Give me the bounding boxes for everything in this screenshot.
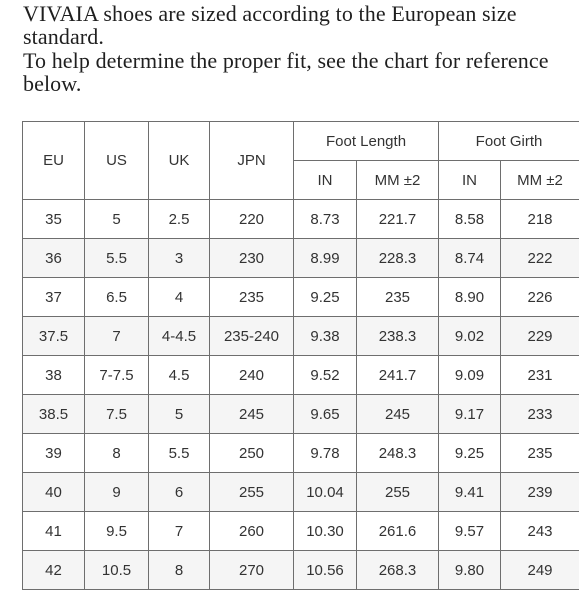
cell-eu: 39 [23,434,85,473]
cell-girth-mm: 226 [501,278,579,317]
cell-us: 7-7.5 [85,356,149,395]
cell-length-mm: 238.3 [357,317,439,356]
table-row [23,239,579,278]
header-length-in: IN [294,161,357,200]
cell-girth-in: 8.58 [439,200,501,239]
cell-girth-in: 9.17 [439,395,501,434]
header-foot-girth: Foot Girth [439,122,579,161]
cell-length-mm: 235 [357,278,439,317]
header-uk: UK [149,122,210,200]
cell-eu: 41 [23,512,85,551]
cell-eu: 37 [23,278,85,317]
cell-uk: 5.5 [149,434,210,473]
cell-girth-mm: 231 [501,356,579,395]
cell-girth-mm: 239 [501,473,579,512]
cell-length-in: 8.73 [294,200,357,239]
header-girth-in: IN [439,161,501,200]
cell-girth-mm: 218 [501,200,579,239]
cell-length-in: 9.52 [294,356,357,395]
cell-jpn: 255 [210,473,294,512]
cell-girth-mm: 249 [501,551,579,590]
cell-jpn: 260 [210,512,294,551]
cell-eu: 38 [23,356,85,395]
cell-length-mm: 245 [357,395,439,434]
intro-line-sizing: VIVAIA shoes are sized according to the European size standard. [23,2,573,48]
table-row [23,395,579,434]
cell-length-in: 9.65 [294,395,357,434]
cell-uk: 6 [149,473,210,512]
cell-us: 9 [85,473,149,512]
cell-eu: 38.5 [23,395,85,434]
cell-girth-mm: 233 [501,395,579,434]
cell-us: 5.5 [85,239,149,278]
cell-jpn: 270 [210,551,294,590]
cell-us: 6.5 [85,278,149,317]
cell-jpn: 235 [210,278,294,317]
table-row [23,356,579,395]
table-row [23,551,579,590]
cell-length-mm: 248.3 [357,434,439,473]
cell-girth-in: 8.90 [439,278,501,317]
cell-jpn: 250 [210,434,294,473]
size-chart-table [22,121,579,590]
cell-eu: 37.5 [23,317,85,356]
cell-us: 10.5 [85,551,149,590]
header-girth-mm: MM ±2 [501,161,579,200]
cell-girth-mm: 222 [501,239,579,278]
cell-jpn: 230 [210,239,294,278]
cell-uk: 5 [149,395,210,434]
cell-length-in: 9.25 [294,278,357,317]
table-header [23,122,579,200]
header-length-mm: MM ±2 [357,161,439,200]
cell-length-mm: 228.3 [357,239,439,278]
table-row [23,434,579,473]
cell-girth-in: 9.25 [439,434,501,473]
cell-length-in: 10.30 [294,512,357,551]
cell-length-in: 10.04 [294,473,357,512]
cell-uk: 3 [149,239,210,278]
header-eu: EU [23,122,85,200]
table-row [23,278,579,317]
cell-us: 7.5 [85,395,149,434]
cell-length-mm: 255 [357,473,439,512]
cell-length-mm: 241.7 [357,356,439,395]
cell-length-mm: 221.7 [357,200,439,239]
cell-girth-in: 9.57 [439,512,501,551]
cell-us: 8 [85,434,149,473]
cell-girth-mm: 229 [501,317,579,356]
cell-girth-in: 9.80 [439,551,501,590]
cell-uk: 2.5 [149,200,210,239]
cell-girth-in: 9.41 [439,473,501,512]
cell-uk: 8 [149,551,210,590]
intro-text [23,2,573,96]
header-jpn: JPN [210,122,294,200]
header-foot-length: Foot Length [294,122,439,161]
table-body [23,200,579,590]
cell-girth-in: 8.74 [439,239,501,278]
cell-girth-in: 9.02 [439,317,501,356]
cell-eu: 36 [23,239,85,278]
cell-length-mm: 261.6 [357,512,439,551]
cell-eu: 40 [23,473,85,512]
cell-length-in: 9.38 [294,317,357,356]
cell-uk: 4-4.5 [149,317,210,356]
table-row [23,200,579,239]
table-row [23,473,579,512]
cell-girth-in: 9.09 [439,356,501,395]
cell-jpn: 235-240 [210,317,294,356]
header-us: US [85,122,149,200]
header-row-primary [23,122,579,161]
cell-uk: 7 [149,512,210,551]
cell-length-in: 10.56 [294,551,357,590]
cell-jpn: 220 [210,200,294,239]
cell-eu: 35 [23,200,85,239]
cell-uk: 4 [149,278,210,317]
cell-girth-mm: 243 [501,512,579,551]
cell-eu: 42 [23,551,85,590]
cell-uk: 4.5 [149,356,210,395]
cell-us: 5 [85,200,149,239]
cell-length-in: 9.78 [294,434,357,473]
cell-us: 9.5 [85,512,149,551]
table-row [23,512,579,551]
cell-length-mm: 268.3 [357,551,439,590]
table-row [23,317,579,356]
cell-jpn: 240 [210,356,294,395]
cell-length-in: 8.99 [294,239,357,278]
intro-line-reference: To help determine the proper fit, see the chart for reference below. [23,49,573,95]
cell-jpn: 245 [210,395,294,434]
cell-us: 7 [85,317,149,356]
cell-girth-mm: 235 [501,434,579,473]
